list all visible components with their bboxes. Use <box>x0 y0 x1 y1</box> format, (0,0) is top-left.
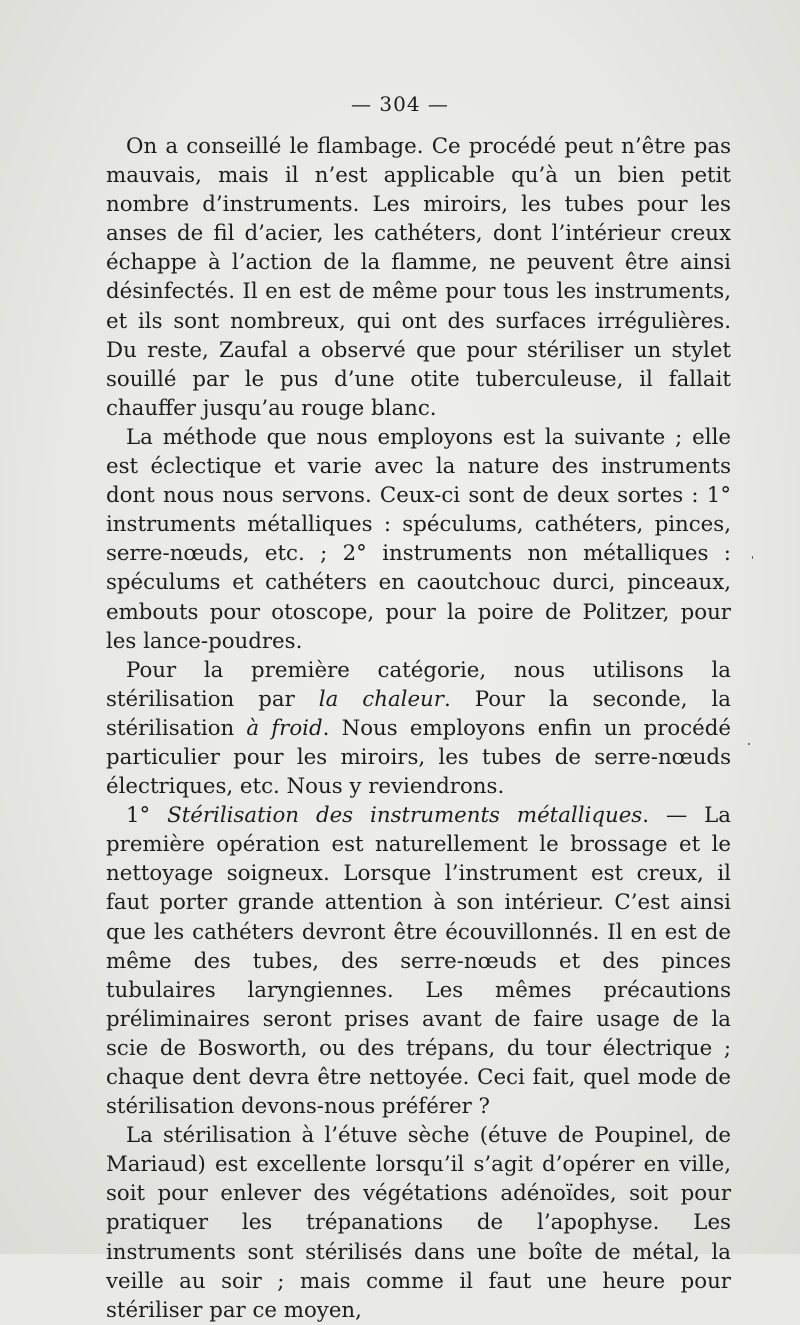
paper-speck <box>752 556 753 559</box>
paragraph-flambage: On a conseillé le flambage. Ce procédé peut n’être pas mauvais, mais il n’est applicable qu’à un bien petit nombre d’instruments. Les miroirs, les tubes pour les anses de fil d’acier, les cathéters, dont l’intérieur creux échappe à l’action de la flamme, ne peuvent être ainsi désinfectés. Il en est de même pour tous les instruments, et ils sont nombreux, qui ont des surfaces irrégulières. Du reste, Zaufal a observé que pour stériliser un stylet souillé par le pus d’une otite tuberculeuse, il fallait chauffer jusqu’au rouge blanc. <box>106 134 731 421</box>
paragraph-etuve-seche: La stérilisation à l’étuve sèche (étuve de Poupinel, de Mariaud) est excellente lorsqu’il s’agit d’opérer en ville, soit pour enlever des végétations adénoïdes, soit pour pratiquer les trépanations de l’apophyse. Les instruments sont stérilisés dans une boîte de métal, la veille au soir ; mais comme il faut une heure pour stériliser par ce moyen, <box>106 1123 731 1323</box>
body-text <box>106 132 731 1325</box>
page-number: — 304 — <box>351 92 449 116</box>
paragraph-text-segment: Pour la première catégorie, nous utilisons la stérilisation par <box>106 657 731 712</box>
section-number: 1° <box>126 803 168 829</box>
paragraph-text-segment: . Pour la seconde, la stérilisation <box>106 686 731 741</box>
italic-term-chaleur: la chaleur <box>318 686 444 712</box>
paragraph-sterilisation-metalliques <box>106 801 731 1121</box>
paragraph-methode: La méthode que nous employons est la suivante ; elle est éclectique et varie avec la nature des instruments dont nous nous servons. Ceux-ci sont de deux sortes : 1° instruments métalliques : spéculums, cathéters, pinces, serre-nœuds, etc. ; 2° instruments non métalliques : spéculums et cathéters en caoutchouc durci, pinceaux, embouts pour otoscope, pour la poire de Politzer, pour les lance-poudres. <box>106 424 731 654</box>
paragraph-text-segment: . Nous employons enfin un procédé particulier pour les miroirs, les tubes de serre-nœuds électriques, etc. Nous y reviendrons. <box>106 715 732 800</box>
paragraph-premiere-categorie <box>106 656 731 801</box>
paragraph-text-segment: . — La première opération est naturellement le brossage et le nettoyage soigneux. Lorsque l’instrument est creux, il faut porter grande attention à son intérieur. C’est ainsi que les cathéters devront être écouvillonnés. Il en est de même des tubes, des serre-nœuds et des pinces tubulaires laryngiennes. Les mêmes précautions préliminaires seront prises avant de faire usage de la scie de Bosworth, ou des trépans, du tour électrique ; chaque dent devra être nettoyée. Ceci fait, quel mode de stérilisation devons-nous préférer ? <box>106 803 732 1120</box>
section-heading: Stérilisation des instruments métalliques <box>167 803 643 829</box>
paper-speck <box>748 743 750 745</box>
italic-term-froid: à froid <box>246 715 323 741</box>
